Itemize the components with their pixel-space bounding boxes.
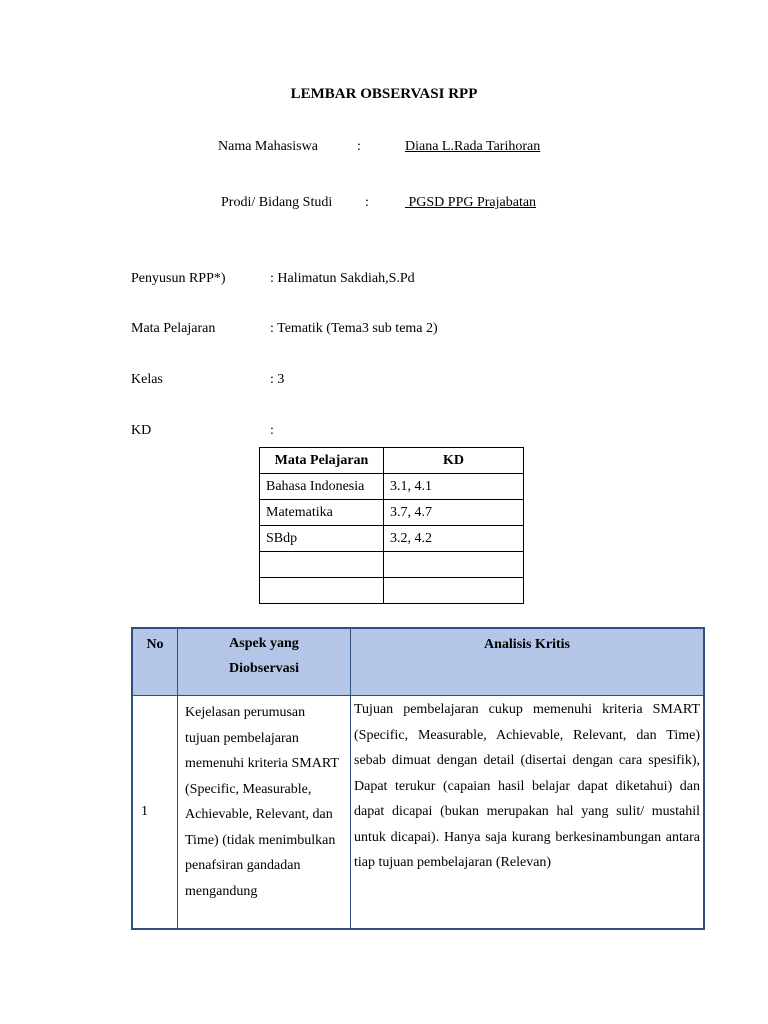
page-title: LEMBAR OBSERVASI RPP [290,86,478,102]
table-cell [384,578,524,604]
table-row [260,500,524,526]
info-label: KD [131,423,152,438]
table-cell [260,552,384,578]
header-aspek-text: Aspek yang Diobservasi [229,636,299,676]
kd-header-cell: Mata Pelajaran [260,448,384,474]
analisis-cell [351,696,705,930]
info-label: Penyusun RPP*) [131,271,226,286]
observation-table [131,627,705,930]
table-row [260,474,524,500]
header-analisis: Analisis Kritis [351,628,705,696]
table-row [260,552,524,578]
table-cell: Matematika [260,500,384,526]
table-cell [260,578,384,604]
observation-header-row [132,628,704,696]
table-cell: 3.1, 4.1 [384,474,524,500]
table-row [260,526,524,552]
table-cell: SBdp [260,526,384,552]
row-number: 1 [132,696,178,930]
info-value: : 3 [270,372,285,387]
info-value: : Halimatun Sakdiah,S.Pd [270,271,415,286]
info-value: : Tematik (Tema3 sub tema 2) [270,321,438,336]
table-row [132,696,704,930]
table-cell [384,552,524,578]
table-cell: 3.7, 4.7 [384,500,524,526]
table-cell: Bahasa Indonesia [260,474,384,500]
aspek-cell [178,696,351,930]
info-value: : [270,423,274,438]
analisis-text: Tujuan pembelajaran cukup memenuhi kriteria SMART (Specific, Measurable, Achievable, Relevant, dan Time) sebab dimuat dengan detail (disertai dengan cara spesifik), Dapat terukur (capaian hasil belajar dapat diketahui) dan dapat dicapai (bukan merupakan hal yang sulit/ mustahil untuk dicapai). Hanya saja kurang berkesinambungan antara tiap tujuan pembelajaran (Relevan) [354,702,700,870]
prodi-colon: : [365,195,369,210]
name-value: Diana L.Rada Tarihoran [405,139,541,154]
aspek-text: Kejelasan perumusan tujuan pembelajaran memenuhi kriteria SMART (Specific, Measurable, Achievable, Relevant, dan Time) (tidak menimbulkan penafsiran gandadan mengandung [185,705,339,899]
kd-table [259,447,524,604]
prodi-value: PGSD PPG Prajabatan [405,195,537,210]
kd-header-cell: KD [384,448,524,474]
header-aspek [178,628,351,696]
name-colon: : [357,139,361,154]
name-label: Nama Mahasiswa [218,139,318,154]
prodi-label: Prodi/ Bidang Studi [221,195,333,210]
info-label: Mata Pelajaran [131,321,216,336]
table-cell: 3.2, 4.2 [384,526,524,552]
kd-table-header [260,448,524,474]
header-no: No [132,628,178,696]
info-label: Kelas [131,372,163,387]
table-row [260,578,524,604]
